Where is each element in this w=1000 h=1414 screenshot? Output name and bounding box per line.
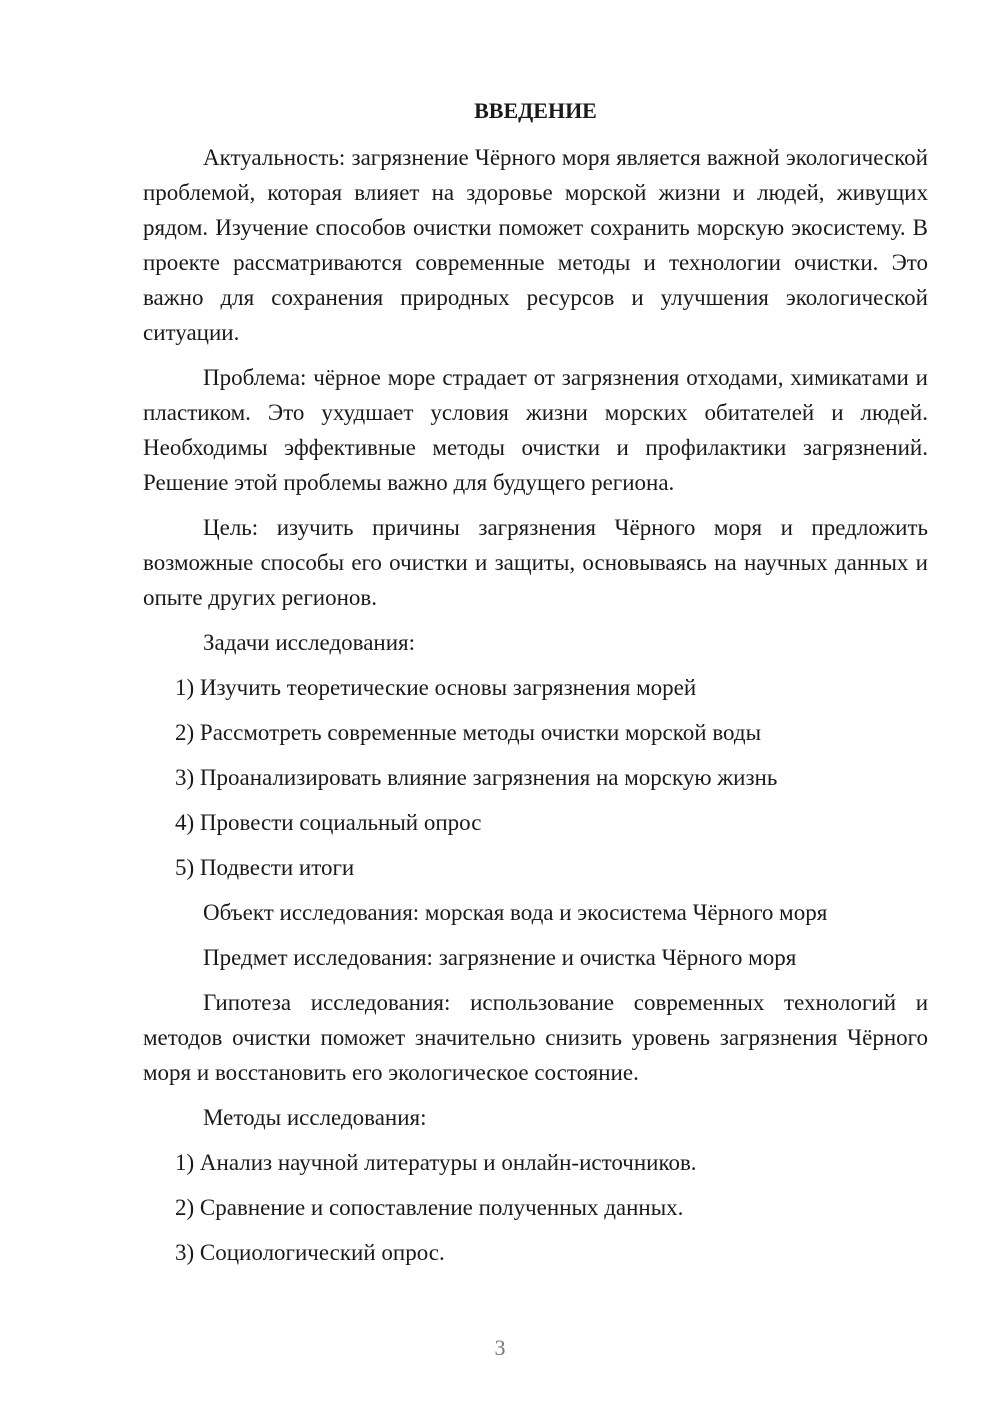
tasks-label: Задачи исследования: bbox=[203, 630, 416, 655]
page-number: 3 bbox=[494, 1335, 506, 1360]
method-item: 1) Анализ научной литературы и онлайн-источников. bbox=[175, 1150, 697, 1175]
task-item: 4) Провести социальный опрос bbox=[175, 810, 482, 835]
task-item: 1) Изучить теоретические основы загрязнения морей bbox=[175, 675, 697, 700]
page-title: ВВЕДЕНИЕ bbox=[474, 98, 597, 123]
task-item: 3) Проанализировать влияние загрязнения на морскую жизнь bbox=[175, 765, 778, 790]
methods-label: Методы исследования: bbox=[203, 1105, 427, 1130]
goal-paragraph: Цель: изучить причины загрязнения Чёрного моря и предложить возможные способы его очистки и защиты, основываясь на научных данных и опыте других регионов. bbox=[143, 515, 928, 610]
task-item: 2) Рассмотреть современные методы очистки морской воды bbox=[175, 720, 762, 745]
hypothesis-paragraph: Гипотеза исследования: использование современных технологий и методов очистки поможет значительно снизить уровень загрязнения Чёрного моря и восстановить его экологическое состояние. bbox=[143, 990, 928, 1085]
method-item: 2) Сравнение и сопоставление полученных данных. bbox=[175, 1195, 684, 1220]
task-item: 5) Подвести итоги bbox=[175, 855, 355, 880]
problem-paragraph: Проблема: чёрное море страдает от загрязнения отходами, химикатами и пластиком. Это ухудшает условия жизни морских обитателей и людей. Необходимы эффективные методы очистки и профилактики загрязнений. Решение этой проблемы важно для будущего региона. bbox=[143, 365, 928, 495]
research-object: Объект исследования: морская вода и экосистема Чёрного моря bbox=[203, 900, 828, 925]
method-item: 3) Социологический опрос. bbox=[175, 1240, 445, 1265]
document-page bbox=[143, 96, 928, 1280]
actuality-paragraph: Актуальность: загрязнение Чёрного моря является важной экологической проблемой, которая влияет на здоровье морской жизни и людей, живущих рядом. Изучение способов очистки поможет сохранить морскую экосистему. В проекте рассматриваются современные методы и технологии очистки. Это важно для сохранения природных ресурсов и улучшения экологической ситуации. bbox=[143, 145, 928, 345]
research-subject: Предмет исследования: загрязнение и очистка Чёрного моря bbox=[203, 945, 797, 970]
